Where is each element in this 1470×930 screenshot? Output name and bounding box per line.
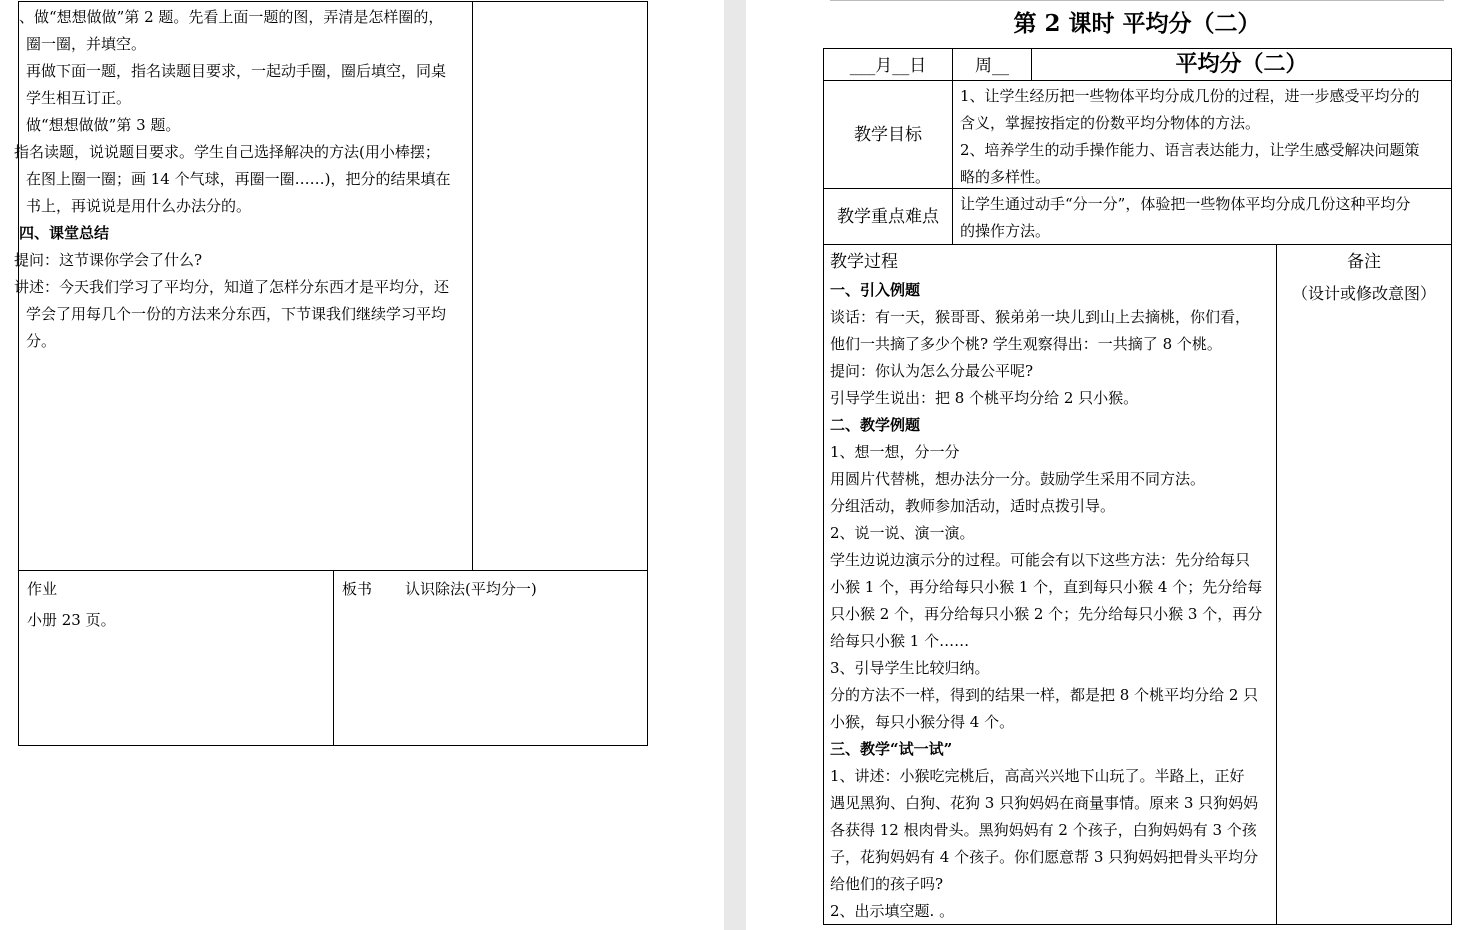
process-line-5: 引导学生说出：把 8 个桃平均分给 2 只小猴。: [830, 389, 1139, 407]
goals-line-3: 2、培养学生的动手操作能力、语言表达能力，让学生感受解决问题策: [960, 141, 1420, 159]
left-process-line-1: 、做“想想做做”第 2 题。先看上面一题的图，弄清是怎样圈的，: [19, 8, 444, 26]
left-process-line-13: 分。: [26, 332, 57, 350]
left-process-line-8: 书上，再说说是用什么办法分的。: [26, 197, 252, 215]
key-points-label: 教学重点难点: [837, 207, 939, 227]
right-table-left-border: [823, 48, 824, 925]
section-heading-intro: 一、引入例题: [830, 281, 921, 299]
process-line-22: 子，花狗妈妈有 4 个孩子。你们愿意帮 3 只狗妈妈把骨头平均分: [830, 848, 1259, 866]
key-points-line-1: 让学生通过动手“分一分”，体验把一些物体平均分成几份这种平均分: [960, 195, 1411, 213]
left-process-line-5: 做“想想做做”第 3 题。: [26, 116, 181, 134]
left-process-line-7: 在图上圈一圈；画 14 个气球，再圈一圈……)，把分的结果填在: [26, 170, 451, 188]
right-key-row-bottom: [823, 244, 1452, 245]
lesson-title: 第 2 课时 平均分（二）: [1013, 10, 1261, 37]
header-lesson-title: 平均分（二）: [1175, 51, 1308, 77]
left-process-line-12: 学会了用每几个一份的方法来分东西，下节课我们继续学习平均: [26, 305, 447, 323]
left-process-line-10: 提问：这节课你学会了什么?: [14, 251, 203, 269]
left-homework-divider: [333, 570, 334, 746]
process-line-11: 学生边说边演示分的过程。可能会有以下这些方法：先分给每只: [830, 551, 1251, 569]
section-heading-example: 二、教学例题: [830, 416, 921, 434]
right-goals-row-bottom: [823, 188, 1452, 189]
process-line-15: 3、引导学生比较归纳。: [830, 659, 990, 677]
homework-text: 小册 23 页。: [27, 611, 116, 629]
process-line-2: 谈话：有一天，猴哥哥、猴弟弟一块儿到山上去摘桃，你们看，: [830, 308, 1251, 326]
left-process-line-11: 讲述：今天我们学习了平均分，知道了怎样分东西才是平均分，还: [14, 278, 450, 296]
process-line-17: 小猴，每只小猴分得 4 个。: [830, 713, 1015, 731]
process-line-7: 1、想一想，分一分: [830, 443, 960, 461]
left-table-right-border: [647, 1, 648, 746]
homework-label: 作业: [27, 580, 58, 598]
right-notes-column-divider: [1276, 244, 1277, 925]
page-gutter: [724, 0, 746, 930]
process-line-8: 用圆片代替桃，想办法分一分。鼓励学生采用不同方法。: [830, 470, 1206, 488]
goals-line-2: 含义，掌握按指定的份数平均分物体的方法。: [960, 114, 1261, 132]
notes-subtitle: （设计或修改意图）: [1291, 284, 1436, 303]
board-label: 板书: [342, 580, 373, 598]
board-text: 认识除法(平均分一): [405, 580, 537, 598]
notes-label: 备注: [1347, 252, 1381, 272]
process-line-24: 2、出示填空题. 。: [830, 902, 955, 920]
left-table-top-border: [18, 1, 648, 2]
left-table-bottom-border: [18, 745, 648, 746]
goals-line-4: 略的多样性。: [960, 168, 1051, 186]
process-line-9: 分组活动，教师参加活动，适时点拨引导。: [830, 497, 1116, 515]
right-table-right-border: [1451, 48, 1452, 925]
date-cell: ___月__日: [849, 56, 927, 76]
left-table-left-border: [18, 1, 19, 746]
process-label: 教学过程: [830, 252, 898, 272]
left-process-line-2: 圈一圈，并填空。: [26, 35, 147, 53]
process-line-21: 各获得 12 根肉骨头。黑狗妈妈有 2 个孩子，白狗妈妈有 3 个孩: [830, 821, 1257, 839]
week-cell: 周__: [975, 56, 1009, 76]
section-heading-try: 三、教学“试一试”: [830, 740, 953, 758]
left-section-heading-summary: 四、课堂总结: [19, 224, 110, 242]
process-line-16: 分的方法不一样，得到的结果一样，都是把 8 个桃平均分给 2 只: [830, 686, 1259, 704]
key-points-line-2: 的操作方法。: [960, 222, 1051, 240]
process-line-14: 给每只小猴 1 个……: [830, 632, 970, 650]
process-line-20: 遇见黑狗、白狗、花狗 3 只狗妈妈在商量事情。原来 3 只狗妈妈: [830, 794, 1259, 812]
goals-line-1: 1、让学生经历把一些物体平均分成几份的过程，进一步感受平均分的: [960, 87, 1420, 105]
goals-label: 教学目标: [854, 125, 922, 145]
right-page-top-edge: [830, 0, 1444, 1]
process-line-10: 2、说一说、演一演。: [830, 524, 975, 542]
process-line-4: 提问：你认为怎么分最公平呢?: [830, 362, 1034, 380]
left-process-line-3: 再做下面一题，指名读题目要求，一起动手圈，圈后填空，同桌: [26, 62, 447, 80]
process-line-19: 1、讲述：小猴吃完桃后，高高兴兴地下山玩了。半路上，正好: [830, 767, 1245, 785]
process-line-23: 给他们的孩子吗?: [830, 875, 944, 893]
process-line-13: 只小猴 2 个，再分给每只小猴 2 个；先分给每只小猴 3 个，再分: [830, 605, 1263, 623]
process-line-3: 他们一共摘了多少个桃? 学生观察得出：一共摘了 8 个桃。: [830, 335, 1222, 353]
right-header-row-bottom: [823, 80, 1452, 81]
left-notes-divider: [472, 1, 473, 571]
left-process-line-6: 指名读题，说说题目要求。学生自己选择解决的方法(用小棒摆；: [14, 143, 440, 161]
process-line-12: 小猴 1 个，再分给每只小猴 1 个，直到每只小猴 4 个；先分给每: [830, 578, 1263, 596]
left-process-line-4: 学生相互订正。: [26, 89, 132, 107]
